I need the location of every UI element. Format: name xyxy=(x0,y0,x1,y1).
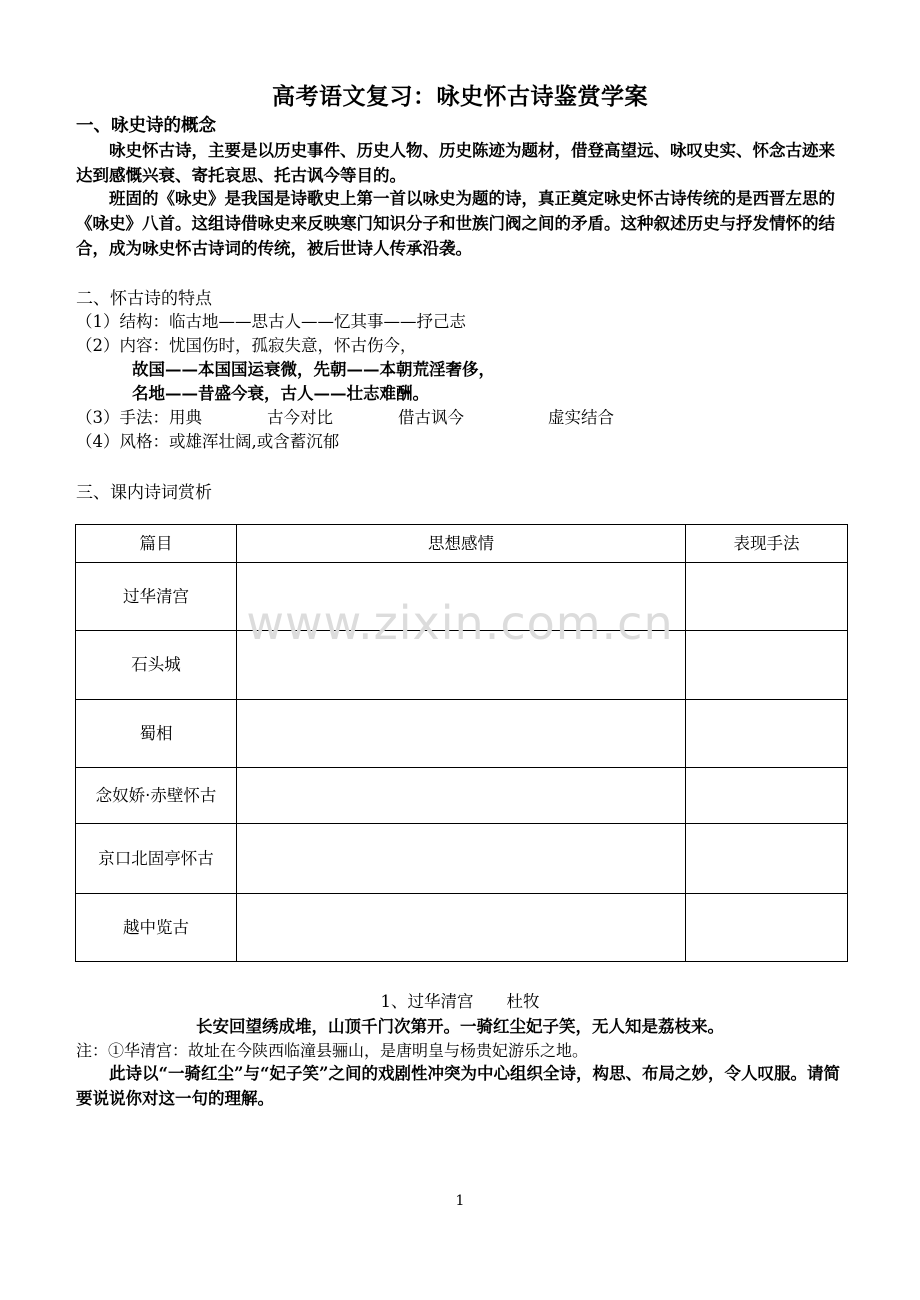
table-row xyxy=(76,563,848,631)
poem-analysis-table xyxy=(75,524,848,962)
table-header-row xyxy=(76,525,848,563)
technique-item: 古今对比 xyxy=(267,408,333,427)
technique-cell xyxy=(686,631,848,700)
technique-cell xyxy=(686,824,848,894)
technique-cell xyxy=(686,894,848,962)
feature-structure: （1）结构：临古地——思古人——忆其事——抒己志 xyxy=(76,312,466,331)
header-technique: 表现手法 xyxy=(686,525,848,563)
table-row xyxy=(76,768,848,824)
table-row xyxy=(76,824,848,894)
poem-title-cell: 过华清宫 xyxy=(76,563,237,631)
page-title: 高考语文复习：咏史怀古诗鉴赏学案 xyxy=(272,83,648,110)
feature-content-detail-2: 名地——昔盛今衰，古人——壮志难酬。 xyxy=(132,384,429,403)
emotion-cell xyxy=(237,563,686,631)
technique-item: 虚实结合 xyxy=(548,408,614,427)
header-title: 篇目 xyxy=(76,525,237,563)
emotion-cell xyxy=(237,631,686,700)
section-heading-concept: 一、咏史诗的概念 xyxy=(76,116,216,136)
technique-cell xyxy=(686,563,848,631)
technique-item: 用典 xyxy=(169,408,202,427)
poem-heading: 1、过华清宫 杜牧 xyxy=(380,992,540,1011)
feature-content: （2）内容：忧国伤时，孤寂失意，怀古伤今， xyxy=(76,336,417,355)
poem-note: 注：①华清宫：故址在今陕西临潼县骊山，是唐明皇与杨贵妃游乐之地。 xyxy=(76,1041,589,1060)
section-heading-analysis: 三、课内诗词赏析 xyxy=(76,483,212,503)
watermark: www.zixin.com.cn xyxy=(246,596,674,650)
feature-style: （4）风格：或雄浑壮阔,或含蓄沉郁 xyxy=(76,432,340,451)
feature-techniques xyxy=(76,404,614,428)
section-heading-features: 二、怀古诗的特点 xyxy=(76,289,212,309)
poem-title-cell: 石头城 xyxy=(76,631,237,700)
technique-label: （3）手法： xyxy=(76,408,169,427)
table-row xyxy=(76,631,848,700)
poem-title-cell: 京口北固亭怀古 xyxy=(76,824,237,894)
header-emotion: 思想感情 xyxy=(237,525,686,563)
page-number: 1 xyxy=(455,1193,465,1209)
table-row xyxy=(76,894,848,962)
technique-item: 借古讽今 xyxy=(398,408,464,427)
concept-paragraph-1: 咏史怀古诗，主要是以历史事件、历史人物、历史陈迹为题材，借登高望远、咏叹史实、怀念古迹来达到感慨兴衰、寄托哀思、托古讽今等目的。 xyxy=(76,141,835,185)
concept-paragraph-2: 班固的《咏史》是我国是诗歌史上第一首以咏史为题的诗，真正奠定咏史怀古诗传统的是西晋左思的《咏史》八首。这组诗借咏史来反映寒门知识分子和世族门阀之间的矛盾。这种叙述历史与抒发情怀的结合，成为咏史怀古诗词的传统，被后世诗人传承沿袭。 xyxy=(76,189,835,258)
poem-title-cell: 蜀相 xyxy=(76,700,237,768)
technique-cell xyxy=(686,700,848,768)
poem-title-cell: 念奴娇·赤壁怀古 xyxy=(76,768,237,824)
emotion-cell xyxy=(237,700,686,768)
emotion-cell xyxy=(237,824,686,894)
technique-cell xyxy=(686,768,848,824)
poem-text: 长安回望绣成堆，山顶千门次第开。一骑红尘妃子笑，无人知是荔枝来。 xyxy=(196,1017,724,1036)
emotion-cell xyxy=(237,768,686,824)
poem-title-cell: 越中览古 xyxy=(76,894,237,962)
table-row xyxy=(76,700,848,768)
feature-content-detail-1: 故国——本国国运衰微，先朝——本朝荒淫奢侈， xyxy=(132,360,495,379)
emotion-cell xyxy=(237,894,686,962)
poem-question: 此诗以“一骑红尘”与“妃子笑”之间的戏剧性冲突为中心组织全诗，构思、布局之妙，令人叹服。请简要说说你对这一句的理解。 xyxy=(76,1064,840,1108)
